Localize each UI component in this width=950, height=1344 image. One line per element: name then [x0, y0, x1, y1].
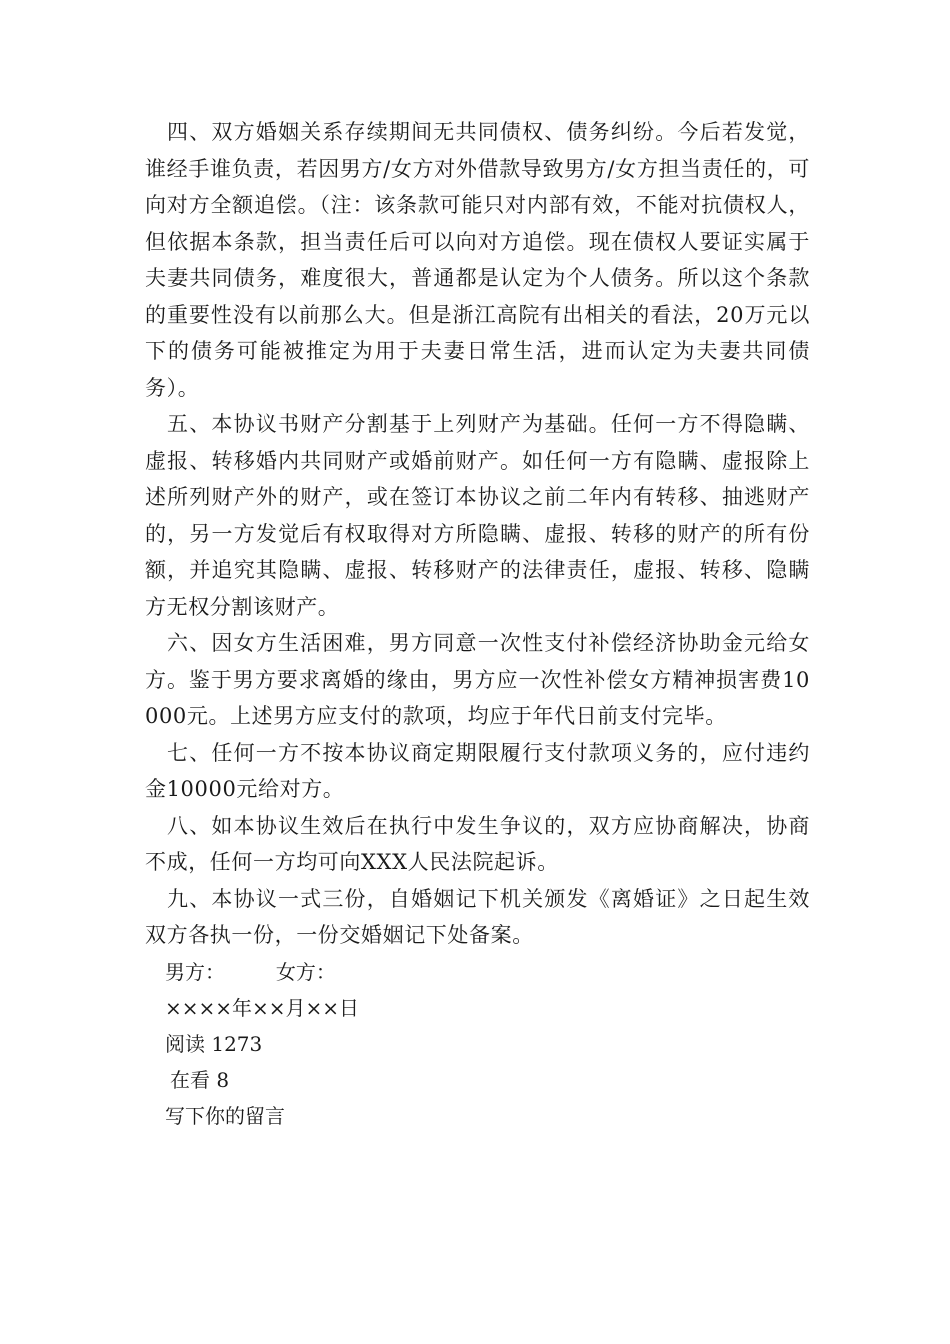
signature-line: 男方： 女方： — [165, 959, 336, 984]
document-body — [145, 114, 810, 1134]
clause-9-paragraph: 九、本协议一式三份，自婚姻记下机关颁发《离婚证》之日起生效双方各执一份，一份交婚姻记下处备案。 — [145, 886, 810, 947]
clause-8-paragraph: 八、如本协议生效后在执行中发生争议的，双方应协商解决，协商不成，任何一方均可向XXX人民法院起诉。 — [145, 813, 810, 874]
clause-6-paragraph: 六、因女方生活困难，男方同意一次性支付补偿经济协助金元给女方。鉴于男方要求离婚的缘由，男方应一次性补偿女方精神损害费10000元。上述男方应支付的款项，均应于年代日前支付完毕。 — [145, 631, 810, 728]
clause-4-paragraph: 四、双方婚姻关系存续期间无共同债权、债务纠纷。今后若发觉，谁经手谁负责，若因男方/女方对外借款导致男方/女方担当责任的，可向对方全额追偿。（注：该条款可能只对内部有效，不能对抗债权人，但依据本条款，担当责任后可以向对方追偿。现在债权人要证实属于夫妻共同债务，难度很大，普通都是认定为个人债务。所以这个条款的重要性没有以前那么大。但是浙江高院有出相关的看法，20万元以下的债务可能被推定为用于夫妻日常生活，进而认定为夫妻共同债务）。 — [145, 120, 810, 400]
comment-prompt[interactable]: 写下你的留言 — [165, 1103, 285, 1128]
clause-5-paragraph: 五、本协议书财产分割基于上列财产为基础。任何一方不得隐瞒、虚报、转移婚内共同财产或婚前财产。如任何一方有隐瞒、虚报除上述所列财产外的财产，或在签订本协议之前二年内有转移、抽逃财产的，另一方发觉后有权取得对方所隐瞒、虚报、转移的财产的所有份额，并追究其隐瞒、虚报、转移财产的法律责任，虚报、转移、隐瞒方无权分割该财产。 — [145, 412, 810, 619]
watching-count[interactable]: 在看 8 — [170, 1067, 230, 1092]
date-line: ××××年××月××日 — [165, 995, 360, 1020]
clause-7-paragraph: 七、任何一方不按本协议商定期限履行支付款项义务的，应付违约金10000元给对方。 — [145, 740, 810, 801]
read-count: 阅读 1273 — [165, 1031, 263, 1056]
